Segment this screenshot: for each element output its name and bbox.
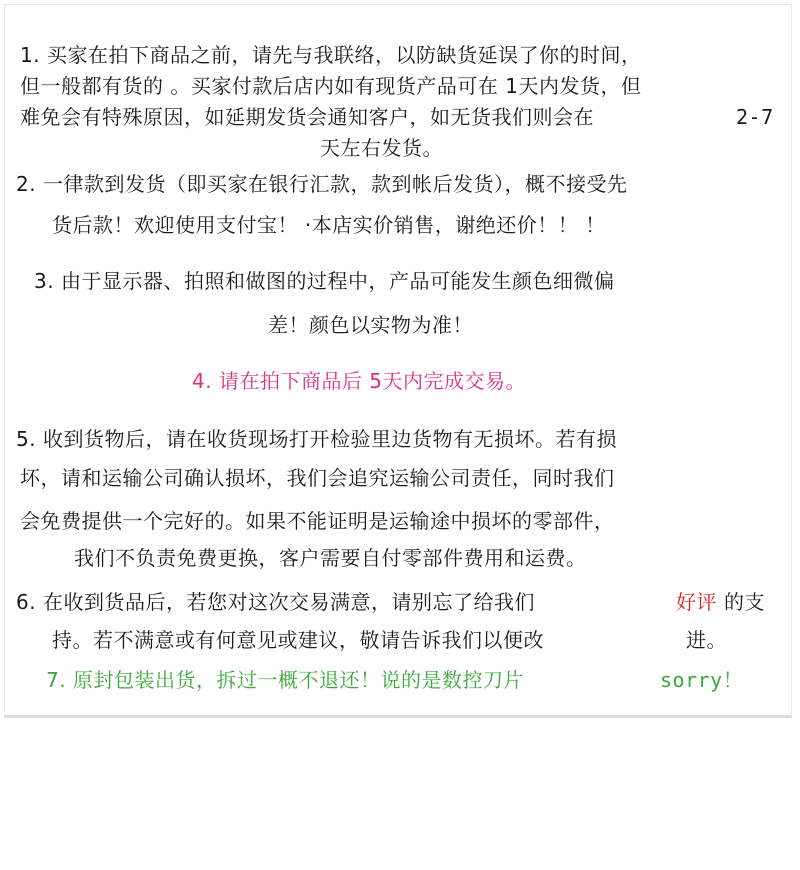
good-review-highlight: 好评 <box>676 590 717 614</box>
item2-line2: 货后款！欢迎使用支付宝！ ·本店实价销售，谢绝还价！！ ！ <box>52 213 606 237</box>
item1-line4: 天左右发货。 <box>320 136 443 160</box>
item6-line2-end: 进。 <box>686 628 727 652</box>
item6-line1-text: 6. 在收到货品后，若您对这次交易满意，请别忘了给我们 <box>16 590 535 614</box>
item1-line3 <box>20 104 800 130</box>
item1-line2: 但一般都有货的 。买家付款后店内如有现货产品可在 1天内发货，但 <box>20 74 642 98</box>
item7-line1-text: 7. 原封包装出货，拆过一概不退还！说的是数控刀片 <box>46 668 524 692</box>
item5-line2: 坏，请和运输公司确认损坏，我们会追究运输公司责任，同时我们 <box>20 466 615 490</box>
item1-line3-text: 难免会有特殊原因，如延期发货会通知客户，如无货我们则会在 <box>20 105 594 129</box>
item6-line2 <box>52 627 800 653</box>
item3-line1: 3. 由于显示器、拍照和做图的过程中，产品可能发生颜色细微偏 <box>34 269 615 293</box>
item1-line1: 1. 买家在拍下商品之前，请先与我联络，以防缺货延误了你的时间， <box>20 43 642 67</box>
item6-line1 <box>16 589 800 615</box>
item7-sorry: sorry！ <box>660 668 744 692</box>
item7-line1 <box>46 667 800 693</box>
item5-line1: 5. 收到货物后，请在收货现场打开检验里边货物有无损坏。若有损 <box>16 427 617 451</box>
item3-line2: 差！颜色以实物为准！ <box>268 313 473 337</box>
item5-line4: 我们不负责免费更换，客户需要自付零部件费用和运费。 <box>74 546 587 570</box>
item2-line1: 2. 一律款到发货（即买家在银行汇款，款到帐后发货），概不接受先 <box>16 172 628 196</box>
item6-line1-end: 的支 <box>724 590 765 614</box>
item5-line3: 会免费提供一个完好的。如果不能证明是运输途中损坏的零部件， <box>20 509 615 533</box>
item1-day-range: 2-7 <box>736 105 774 129</box>
item4-line1: 4. 请在拍下商品后 5天内完成交易。 <box>192 369 527 393</box>
item6-line2-text: 持。若不满意或有何意见或建议，敬请告诉我们以便改 <box>52 628 544 652</box>
